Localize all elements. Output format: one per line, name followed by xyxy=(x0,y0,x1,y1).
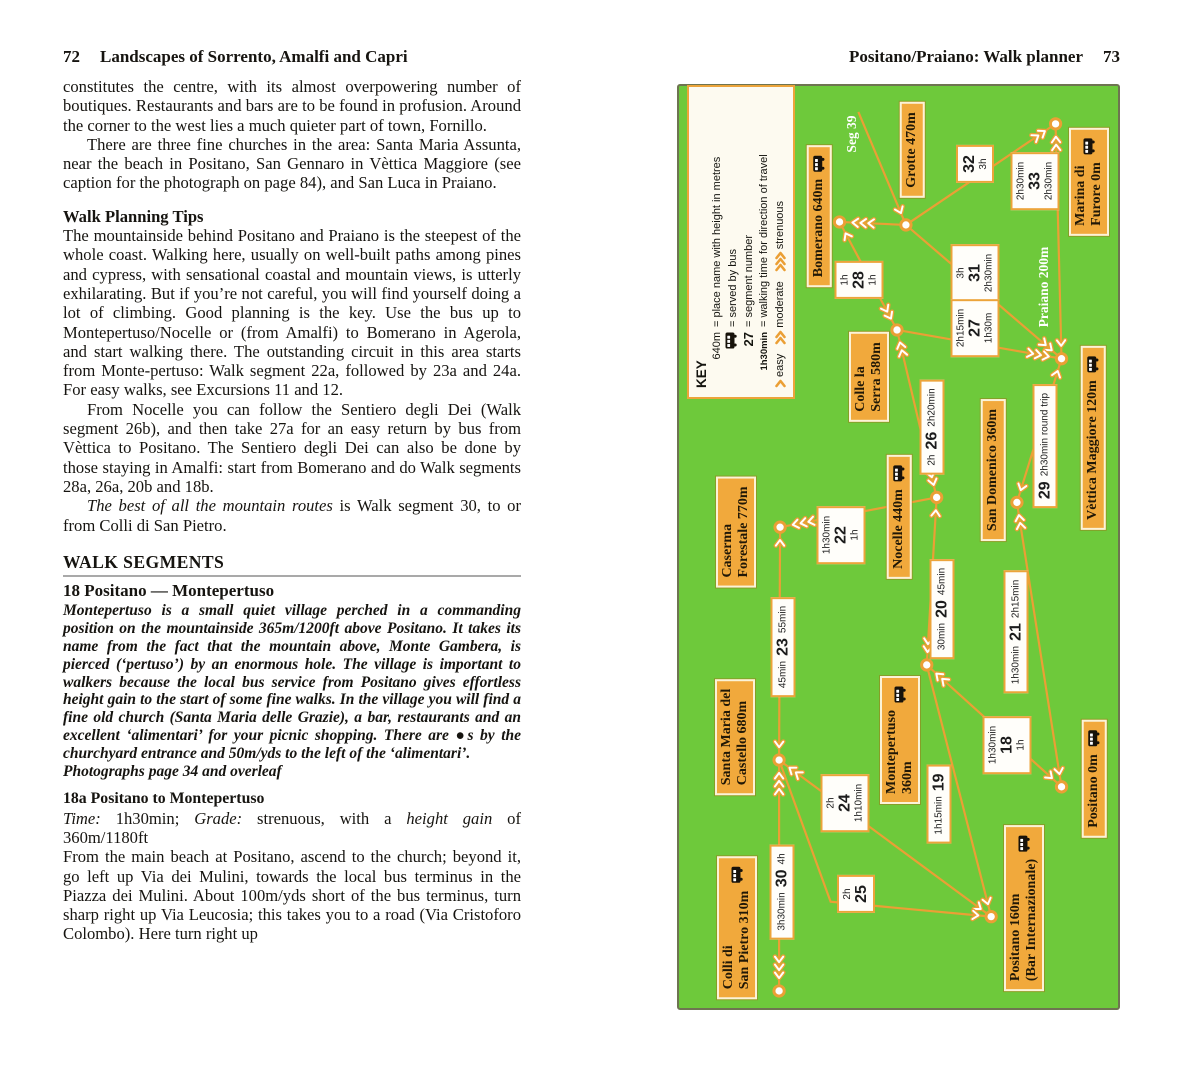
place-label-positano-bar-internazionale xyxy=(1004,825,1044,991)
left-page-text xyxy=(63,77,526,944)
segment-box-23 xyxy=(771,597,796,697)
segment-box-33 xyxy=(1011,152,1060,210)
bus-icon xyxy=(725,332,737,349)
segment-box-26 xyxy=(920,379,945,474)
segment-time: 30min xyxy=(936,622,948,651)
segment-time: 3h xyxy=(955,267,967,279)
segment-time: 2h xyxy=(926,454,938,466)
place-label-bomerano xyxy=(807,145,832,287)
place-name: Positano 0m xyxy=(1085,754,1101,828)
place-label-santa-maria-del-castello xyxy=(715,679,755,795)
segment-number: 31 xyxy=(966,264,984,282)
segment-time: 2h20min xyxy=(926,388,938,427)
key-title: KEY xyxy=(694,360,709,388)
segment-time: 1h xyxy=(1015,739,1027,751)
segment-number: 27 xyxy=(966,319,984,337)
place-name: 360m xyxy=(899,761,915,794)
place-name: Colle la xyxy=(853,366,868,412)
key-term: 640m xyxy=(711,332,723,360)
route-node-praiano xyxy=(1056,354,1066,364)
segment-time: 1h10min xyxy=(853,783,865,823)
bus-icon xyxy=(1018,835,1030,852)
route-label-seg-39: Seg 39 xyxy=(844,115,859,153)
segment-box-22 xyxy=(817,506,866,564)
route-node-caserma-forestale xyxy=(775,522,785,532)
place-label-nocelle xyxy=(887,455,912,579)
segment-box-20 xyxy=(930,559,955,659)
paragraph-fornillo: constitutes the centre, with its almost overpowering number of boutiques. Restaurants and bars are to be found in profusion. Around the corner to the west lies a much quieter part of town, Fornillo. xyxy=(63,77,526,135)
segment-time: 4h xyxy=(776,853,788,865)
key-row-term xyxy=(711,332,724,388)
segment-time: 2h15min xyxy=(1010,579,1022,619)
grade-chevron-icon xyxy=(775,379,786,388)
grade-chevron-icon xyxy=(775,251,786,272)
segment-box-28 xyxy=(835,261,884,299)
route-node-grotte-junction xyxy=(901,220,911,230)
segment-time: 1h xyxy=(839,274,851,286)
place-name: Montepertuso xyxy=(884,710,899,794)
segment-time: 1h30min xyxy=(987,725,999,765)
place-name: Grotte 470m xyxy=(903,112,919,188)
place-label-montepertuso xyxy=(880,676,920,804)
bus-icon xyxy=(1088,730,1100,747)
segment-time: 1h15min xyxy=(933,796,945,835)
segment-number: 25 xyxy=(853,885,870,903)
route-node-santa-maria-del-castello xyxy=(774,755,784,765)
left-page-number: 72 xyxy=(63,47,80,66)
left-running-head xyxy=(63,47,408,67)
place-name: Santa Maria del xyxy=(719,688,734,786)
place-label-grotte xyxy=(900,102,925,198)
segment-number: 29 xyxy=(1036,481,1054,500)
place-name: Bomerano 640m xyxy=(810,178,826,278)
paragraph-churches: There are three fine churches in the area: Santa Maria Assunta, near the beach in Positano, San Gennaro in Vèttica Maggiore (see caption for the photograph on page 84), and San Luca in Praiano. xyxy=(63,134,526,193)
segment-time: 1h30m xyxy=(983,312,995,344)
route-node-positano-bar xyxy=(986,911,996,921)
route-node-nocelle xyxy=(931,492,941,502)
segment-time: 2h xyxy=(825,797,837,809)
heading-walk-planning-tips: Walk Planning Tips xyxy=(63,206,204,226)
walk-planner-map xyxy=(677,84,1120,1010)
walk-18a-directions: From the main beach at Positano, ascend to the church; beyond it, go left up Via dei Mulini, towards the local bus terminus in the Piazza dei Mulini. About 100m/yds short of the bus terminus, turn sharp right up Via Leucosia; this takes you to a road (Via Cristoforo Colombo). Here turn right up xyxy=(63,847,526,944)
place-label-san-domenico xyxy=(981,399,1006,541)
segment-number: 20 xyxy=(933,600,951,618)
segment-number: 32 xyxy=(961,155,978,173)
bus-icon xyxy=(1083,138,1095,155)
route-node-san-domenico xyxy=(1012,497,1022,507)
key-definition: = place name with height in metres xyxy=(711,156,723,327)
place-name: Caserma xyxy=(720,523,735,578)
place-name: Marina di xyxy=(1073,165,1088,226)
route-label-praiano-200m: Praiano 200m xyxy=(1036,246,1051,328)
segment-number: 33 xyxy=(1026,172,1044,190)
segment-time: 1h30min xyxy=(1010,645,1022,685)
place-name: Furore 0m xyxy=(1088,162,1104,226)
heading-walk-18: 18 Positano — Montepertuso xyxy=(63,581,275,601)
segment-box-30 xyxy=(770,844,795,939)
segment-number: 21 xyxy=(1007,623,1025,641)
segment-time: 2h xyxy=(842,888,853,900)
key-definition: = served by bus xyxy=(726,249,739,327)
segment-box-18 xyxy=(983,716,1032,774)
segment-time: 1h30min xyxy=(821,515,833,555)
route-node-positano xyxy=(1056,782,1066,792)
segment-number: 28 xyxy=(850,271,868,289)
key-term: 27 xyxy=(741,332,756,347)
grade-moderate: moderate xyxy=(774,281,786,344)
walk-18-photos: Photographs page 34 and overleaf xyxy=(63,762,282,780)
place-name: Serra 580m xyxy=(868,342,884,412)
segment-box-27 xyxy=(951,299,1000,357)
grade-easy: easy xyxy=(774,354,786,388)
segment-box-19 xyxy=(927,764,952,843)
place-name: Nocelle 440m xyxy=(890,489,906,569)
segment-number: 24 xyxy=(836,794,854,812)
segment-box-25 xyxy=(837,875,875,913)
map-key xyxy=(687,85,795,399)
right-page-number: 73 xyxy=(1103,47,1120,66)
paragraph-sentiero: From Nocelle you can follow the Sentiero degli Dei (Walk segment 26b), and then take 27a for an easy return by bus from Vèttica to Positano. The Sentiero degli Dei can also be done by those staying in Amalfi: start from Bomerano and do Walk segments 28a, 26a, 20b and 18b. xyxy=(63,399,526,496)
key-row-term xyxy=(742,332,757,388)
place-name: San Domenico 360m xyxy=(984,408,1000,532)
place-label-colle-la-serra xyxy=(849,332,889,422)
segment-box-29 xyxy=(1033,384,1058,508)
grade-strenuous: strenuous xyxy=(774,201,786,272)
key-term: 1h30min xyxy=(759,332,770,371)
place-label-vettica-maggiore xyxy=(1081,346,1106,530)
walk-18-intro: Montepertuso is a small quiet village perched in a commanding position on the mountainside 365m/1200ft above Positano. It takes its name from the fact that the mountain above, Monte Gambera, is pierced (‘pertuso’) by an enormous hole. The village is important to walkers because the local bus service from Positano gives effortless height gain to the start of some fine walks. In the village you will find a fine old church (Santa Maria delle Grazie), a bar, restaurants and an excellent ‘alimentari’ for your picnic shopping. There are ●s by the churchyard entrance and 50m/yds to the left of the ‘alimentari’. xyxy=(63,602,525,762)
bus-icon xyxy=(894,686,906,703)
segment-time: 3h30min xyxy=(776,892,788,931)
place-name: (Bar Internazionale) xyxy=(1023,858,1039,982)
segment-number: 19 xyxy=(930,773,948,792)
bus-icon xyxy=(813,155,825,172)
place-name: Forestale 770m xyxy=(735,486,751,578)
route-node-marina-di-furore xyxy=(1050,119,1060,129)
key-row-term xyxy=(725,332,741,388)
place-name: San Pietro 310m xyxy=(736,890,752,990)
segment-time: 2h30min round trip xyxy=(1039,392,1051,477)
place-label-positano-0m xyxy=(1082,720,1107,838)
place-name: Positano 160m xyxy=(1008,893,1023,982)
segment-time: 2h30min xyxy=(983,253,995,293)
place-label-caserma-forestale xyxy=(716,476,756,587)
key-definition: = segment number xyxy=(743,234,755,327)
segment-time: 2h30min xyxy=(1015,161,1027,201)
left-running-title: Landscapes of Sorrento, Amalfi and Capri xyxy=(100,47,408,66)
place-label-marina-di-furore xyxy=(1069,128,1109,236)
segment-time: 1h xyxy=(867,274,879,286)
segment-number: 18 xyxy=(998,736,1016,754)
segment-time: 55min xyxy=(777,605,789,634)
place-name: Colli di xyxy=(721,945,736,990)
walk-18a-time-grade: Time: 1h30min; Grade: strenuous, with a height gain of 360m/1180ft xyxy=(63,808,526,847)
segment-number: 23 xyxy=(774,638,792,656)
bus-icon xyxy=(731,867,743,884)
segment-time: 2h30min xyxy=(1043,161,1055,201)
segment-box-32 xyxy=(956,145,994,183)
heading-walk-segments: WALK SEGMENTS xyxy=(63,553,521,577)
segment-time: 45min xyxy=(936,567,948,596)
bus-icon xyxy=(1087,356,1099,373)
segment-time: 1h xyxy=(849,529,861,541)
route-node-colli-di-san-pietro xyxy=(774,986,784,996)
route-node-bomerano xyxy=(834,217,844,227)
grade-chevron-icon xyxy=(775,330,786,345)
place-name: Castello 680m xyxy=(734,700,750,786)
heading-walk-18a: 18a Positano to Montepertuso xyxy=(63,790,265,808)
segment-number: 30 xyxy=(773,869,791,888)
segment-number: 26 xyxy=(923,431,941,450)
place-name: Vèttica Maggiore 120m xyxy=(1084,380,1100,520)
right-running-head xyxy=(677,47,1120,67)
bus-icon xyxy=(893,465,905,482)
segment-box-24 xyxy=(821,774,870,832)
paragraph-best-route: The best of all the mountain routes is Walk segment 30, to or from Colli di San Pietro. xyxy=(63,496,526,535)
key-grade-legend xyxy=(774,96,786,388)
key-definition: = walking time for direction of travel xyxy=(758,154,770,327)
segment-time: 45min xyxy=(777,660,789,689)
paragraph-planning: The mountainside behind Positano and Praiano is the steepest of the whole coast. Walking here, usually on well-built paths among pines and cypress, with sensational coastal and mountain views, is utterly exhilarating. But if you’re not careful, you will find yourself doing a lot of climbing. Good planning is the key. Use the bus up to Montepertuso/Nocelle or (from Amalfi) to Bomerano in Agerola, and start walking there. The outstanding circuit in this area starts from Monte-pertuso: Walk segment 22a, followed by 23a and 24a. For easy walks, see Excursions 11 and 12. xyxy=(63,226,526,400)
segment-box-21 xyxy=(1004,571,1029,694)
segment-time: 2h15min xyxy=(955,308,967,348)
place-label-colli-di-san-pietro xyxy=(717,857,757,1000)
right-running-title: Positano/Praiano: Walk planner xyxy=(849,47,1083,66)
segment-number: 22 xyxy=(832,526,850,544)
route-node-colle-la-serra xyxy=(892,325,902,335)
segment-time: 3h xyxy=(978,158,989,170)
route-node-montepertuso xyxy=(922,660,932,670)
key-row-term xyxy=(758,332,771,388)
segment-box-31 xyxy=(951,244,1000,302)
